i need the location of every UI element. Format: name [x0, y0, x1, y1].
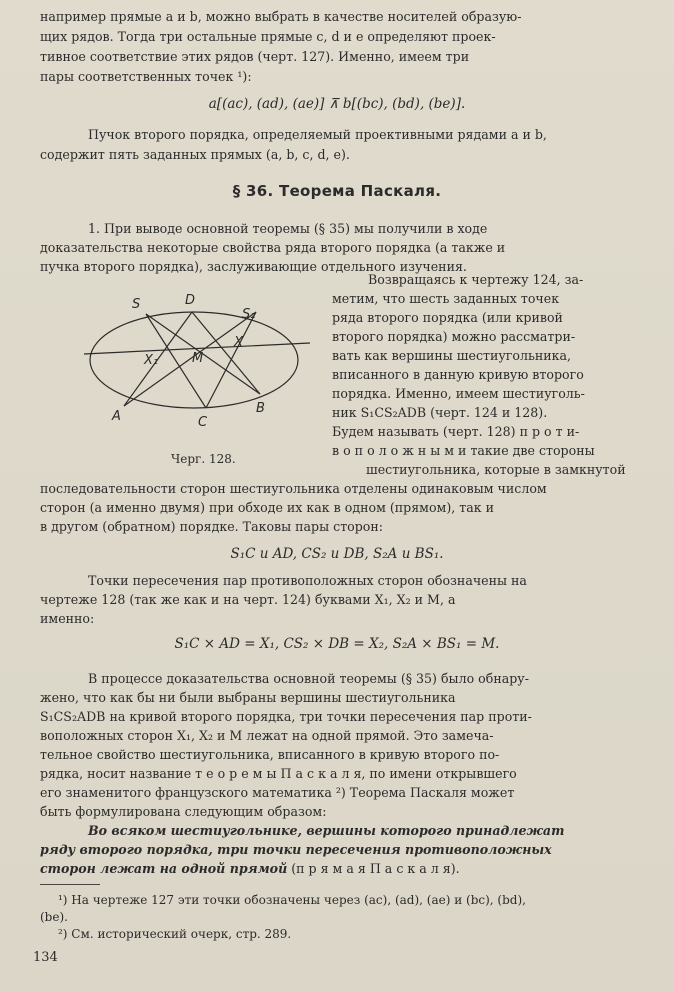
text-line: щих рядов. Тогда три остальные прямые c, d и e определяют проек- [40, 29, 496, 44]
theorem-line: ряду второго порядка, три точки пересечения противоположных [40, 842, 552, 857]
label-X1: X₁ [144, 353, 159, 368]
text-line: содержит пять заданных прямых (a, b, c, d, e). [40, 147, 350, 162]
text-line: Пучок второго порядка, определяемый проективными рядами a и b, [88, 127, 547, 142]
text-line: рядка, носит название т е о р е м ы П а с к а л я, по имени открывшего [40, 766, 517, 781]
formula-projective: a[(ac), (ad), (ae)] ⊼ b[(bc), (bd), (be)]. [208, 96, 466, 112]
text-line: тельное свойство шестиугольника, вписанного в кривую второго по- [40, 747, 500, 762]
formula-intersections: S₁C × AD = X₁, CS₂ × DB = X₂, S₂A × BS₁ = M. [174, 636, 500, 652]
label-A: A [112, 409, 121, 424]
theorem-line: Во всяком шестиугольнике, вершины которого принадлежат [88, 823, 565, 838]
footnote-2: ²) См. исторический очерк, стр. 289. [58, 927, 292, 941]
text-line: порядка. Именно, имеем шестиуголь- [332, 386, 585, 401]
text-line: Будем называть (черт. 128) п р о т и- [332, 424, 580, 439]
label-C: C [198, 415, 208, 430]
label-S2: S₂ [242, 307, 256, 322]
text-line: именно: [40, 611, 95, 626]
text-line: вать как вершины шестиугольника, [332, 348, 571, 363]
text-line: S₁CS₂ADB на кривой второго порядка, три точки пересечения пар проти- [40, 709, 532, 724]
text-line: пучка второго порядка), заслуживающие отдельного изучения. [40, 259, 467, 274]
text-line: вписанного в данную кривую второго [332, 367, 584, 382]
text-line: сторон (а именно двумя) при обходе их как в одном (прямом), так и [40, 500, 495, 515]
figure-128-hexagon-diagram [84, 288, 310, 448]
label-S1: S [132, 297, 141, 312]
text-line: Точки пересечения пар противоположных сторон обозначены на [88, 573, 527, 588]
label-X2: X [234, 335, 243, 350]
text-line: В процессе доказательства основной теоремы (§ 35) было обнару- [88, 671, 529, 686]
label-M: M [192, 351, 204, 366]
text-line: жено, что как бы ни были выбраны вершины шестиугольника [40, 690, 456, 705]
text-line: последовательности сторон шестиугольника отделены одинаковым числом [40, 481, 547, 496]
theorem-line [40, 860, 460, 877]
page-number: 134 [33, 950, 58, 965]
text-line: чертеже 128 (так же как и на черт. 124) буквами X₁, X₂ и M, а [40, 592, 456, 607]
text-line: ник S₁CS₂ADB (черт. 124 и 128). [332, 405, 548, 420]
theorem-statement-end: сторон лежат на одной прямой [40, 861, 288, 876]
figure-caption: Черг. 128. [171, 452, 236, 466]
text-line: шестиугольника, которые в замкнутой [366, 462, 626, 477]
text-line: пары соответственных точек ¹): [40, 69, 252, 84]
section-title: § 36. Теорема Паскаля. [232, 182, 442, 200]
text-line: его знаменитого французского математика ²) Теорема Паскаля может [40, 785, 515, 800]
text-line: в о п о л о ж н ы м и такие две стороны [332, 443, 595, 458]
text-line: Возвращаясь к чертежу 124, за- [368, 272, 584, 287]
footnote-divider [40, 884, 100, 885]
pascal-line-term: (п р я м а я П а с к а л я). [287, 861, 460, 876]
text-line: воположных сторон X₁, X₂ и M лежат на одной прямой. Это замеча- [40, 728, 494, 743]
text-line: быть формулирована следующим образом: [40, 804, 327, 819]
text-line: ряда второго порядка (или кривой [332, 310, 563, 325]
label-B: B [256, 401, 265, 416]
text-line: метим, что шесть заданных точек [332, 291, 560, 306]
label-D: D [185, 293, 196, 308]
text-line: 1. При выводе основной теоремы (§ 35) мы получили в ходе [88, 221, 488, 236]
text-line: тивное соответствие этих рядов (черт. 127). Именно, имеем три [40, 49, 470, 64]
text-line: доказательства некоторые свойства ряда второго порядка (а также и [40, 240, 506, 255]
footnote-1: ¹) На чертеже 127 эти точки обозначены через (ac), (ad), (ae) и (bc), (bd), [58, 893, 526, 907]
side-CS2 [206, 312, 256, 408]
formula-opposite-sides: S₁C и AD, CS₂ и DB, S₂A и BS₁. [230, 546, 444, 562]
text-line: второго порядка) можно рассматри- [332, 329, 576, 344]
text-line: в другом (обратном) порядке. Таковы пары сторон: [40, 519, 384, 534]
footnote-1-cont: (be). [40, 910, 68, 924]
text-line: например прямые a и b, можно выбрать в качестве носителей образую- [40, 9, 522, 24]
